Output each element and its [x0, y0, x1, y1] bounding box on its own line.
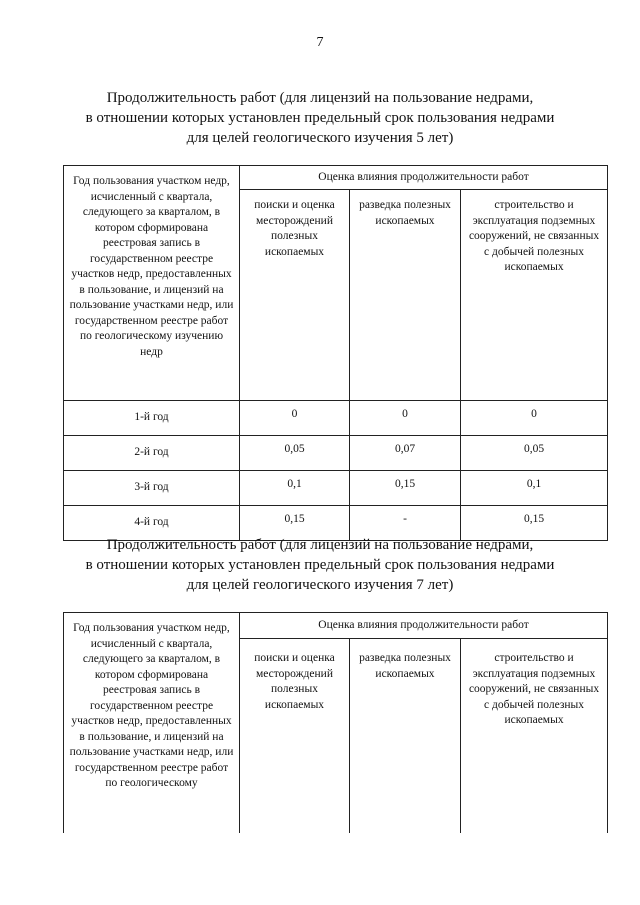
- year-cell: 3-й год: [64, 471, 240, 506]
- value-cell: 0,15: [240, 506, 350, 541]
- value-cell: 0,07: [350, 436, 461, 471]
- column-header-exploration: разведка полезных ископаемых: [350, 639, 461, 834]
- column-header-construction: строительство и эксплуатация подземных сооружений, не связанных с добычей полезных ископаемых: [461, 639, 608, 834]
- value-cell: -: [350, 506, 461, 541]
- year-column-header: Год пользования участком недр, исчисленный с квартала, следующего за кварталом, в котором сформирована реестровая запись в государственном реестре участков недр, предоставленных в пользование, и лицензий на пользование участками недр, или государственном реестре работ по геологическому изучению недр: [64, 166, 240, 401]
- year-cell: 4-й год: [64, 506, 240, 541]
- heading-line: Продолжительность работ (для лицензий на пользование недрами,: [106, 537, 534, 553]
- year-cell: 1-й год: [64, 401, 240, 436]
- duration-table-7-years: [63, 612, 608, 833]
- value-cell: 0,05: [461, 436, 608, 471]
- value-cell: 0,1: [461, 471, 608, 506]
- heading-line: Продолжительность работ (для лицензий на пользование недрами,: [106, 90, 534, 106]
- value-cell: 0: [350, 401, 461, 436]
- value-cell: 0,15: [461, 506, 608, 541]
- heading-line: для целей геологического изучения 5 лет): [186, 130, 454, 146]
- value-cell: 0: [240, 401, 350, 436]
- group-header: Оценка влияния продолжительности работ: [240, 613, 608, 639]
- value-cell: 0,05: [240, 436, 350, 471]
- column-header-construction: строительство и эксплуатация подземных сооружений, не связанных с добычей полезных ископаемых: [461, 190, 608, 401]
- column-header-search: поиски и оценка месторождений полезных ископаемых: [240, 639, 350, 834]
- value-cell: 0,15: [350, 471, 461, 506]
- column-header-exploration: разведка полезных ископаемых: [350, 190, 461, 401]
- column-header-search: поиски и оценка месторождений полезных ископаемых: [240, 190, 350, 401]
- heading-line: в отношении которых установлен предельный срок пользования недрами: [85, 557, 555, 573]
- year-cell: 2-й год: [64, 436, 240, 471]
- page-number: 7: [316, 35, 324, 50]
- value-cell: 0: [461, 401, 608, 436]
- year-column-header: Год пользования участком недр, исчисленный с квартала, следующего за кварталом, в котором сформирована реестровая запись в государственном реестре участков недр, предоставленных в пользование, и лицензий на пользование участками недр, или государственном реестре работ по геологическому: [64, 613, 240, 834]
- heading-line: для целей геологического изучения 7 лет): [186, 577, 454, 593]
- value-cell: 0,1: [240, 471, 350, 506]
- heading-line: в отношении которых установлен предельный срок пользования недрами: [85, 110, 555, 126]
- group-header: Оценка влияния продолжительности работ: [240, 166, 608, 190]
